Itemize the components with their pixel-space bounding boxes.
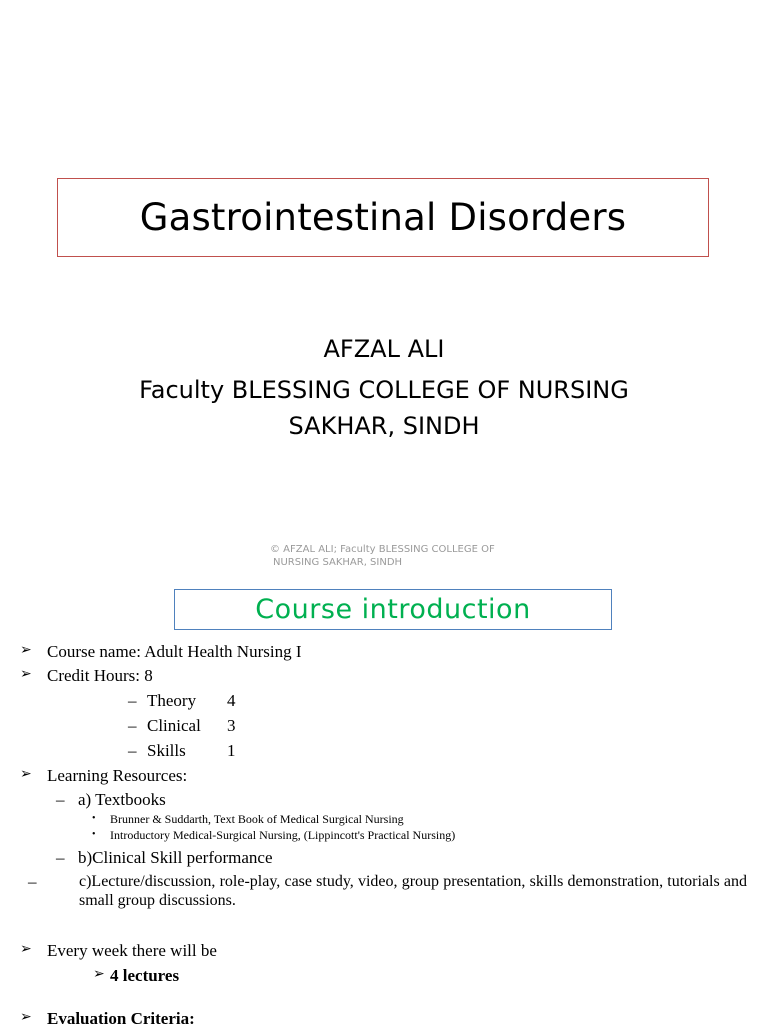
dash-bullet-icon: – — [128, 716, 137, 735]
dot-bullet-icon: • — [92, 813, 96, 824]
dash-bullet-icon: – — [28, 872, 37, 891]
dash-bullet-icon: – — [56, 848, 65, 867]
copyright-line-1: © AFZAL ALI; Faculty BLESSING COLLEGE OF — [270, 544, 495, 555]
textbooks-heading: a) Textbooks — [78, 790, 166, 809]
copyright-notice — [270, 543, 520, 569]
credit-theory-value: 4 — [227, 691, 236, 710]
credit-clinical-label: Clinical — [147, 716, 201, 735]
credit-skills-value: 1 — [227, 741, 236, 760]
evaluation-criteria: Evaluation Criteria: — [47, 1009, 195, 1028]
slide1-title: Gastrointestinal Disorders — [139, 196, 627, 239]
dash-bullet-icon: – — [128, 741, 137, 760]
slide2-title-box — [174, 589, 612, 630]
arrow-bullet-icon: ➢ — [20, 942, 32, 957]
slide1-title-box — [57, 178, 709, 257]
lectures-count: 4 lectures — [110, 966, 180, 985]
arrow-bullet-icon: ➢ — [93, 967, 105, 982]
arrow-bullet-icon: ➢ — [20, 643, 32, 658]
dash-bullet-icon: – — [56, 790, 65, 809]
credit-skills-label: Skills — [147, 741, 186, 760]
slide2-title: Course introduction — [255, 594, 531, 625]
dash-bullet-icon: – — [128, 691, 137, 710]
learning-resources: Learning Resources: — [47, 766, 188, 785]
arrow-bullet-icon: ➢ — [20, 1010, 32, 1025]
clinical-skill: b)Clinical Skill performance — [78, 848, 273, 867]
weekly-schedule: Every week there will be — [47, 941, 217, 960]
copyright-line-2: NURSING SAKHAR, SINDH — [273, 557, 403, 568]
credit-clinical-value: 3 — [227, 716, 236, 735]
dot-bullet-icon: • — [92, 829, 96, 840]
textbook-item: Brunner & Suddarth, Text Book of Medical Surgical Nursing — [110, 812, 404, 826]
credit-hours: Credit Hours: 8 — [47, 666, 153, 685]
arrow-bullet-icon: ➢ — [20, 667, 32, 682]
author-name: AFZAL ALI — [323, 335, 445, 363]
author-affiliation: Faculty BLESSING COLLEGE OF NURSING — [139, 376, 629, 404]
textbook-item: Introductory Medical-Surgical Nursing, (Lippincott's Practical Nursing) — [110, 828, 456, 842]
author-location: SAKHAR, SINDH — [288, 412, 480, 440]
credit-theory-label: Theory — [147, 691, 197, 710]
arrow-bullet-icon: ➢ — [20, 767, 32, 782]
course-name: Course name: Adult Health Nursing I — [47, 642, 302, 661]
teaching-methods: c)Lecture/discussion, role-play, case study, video, group presentation, skills demonstration, tutorials and small group discussions. — [79, 873, 747, 909]
